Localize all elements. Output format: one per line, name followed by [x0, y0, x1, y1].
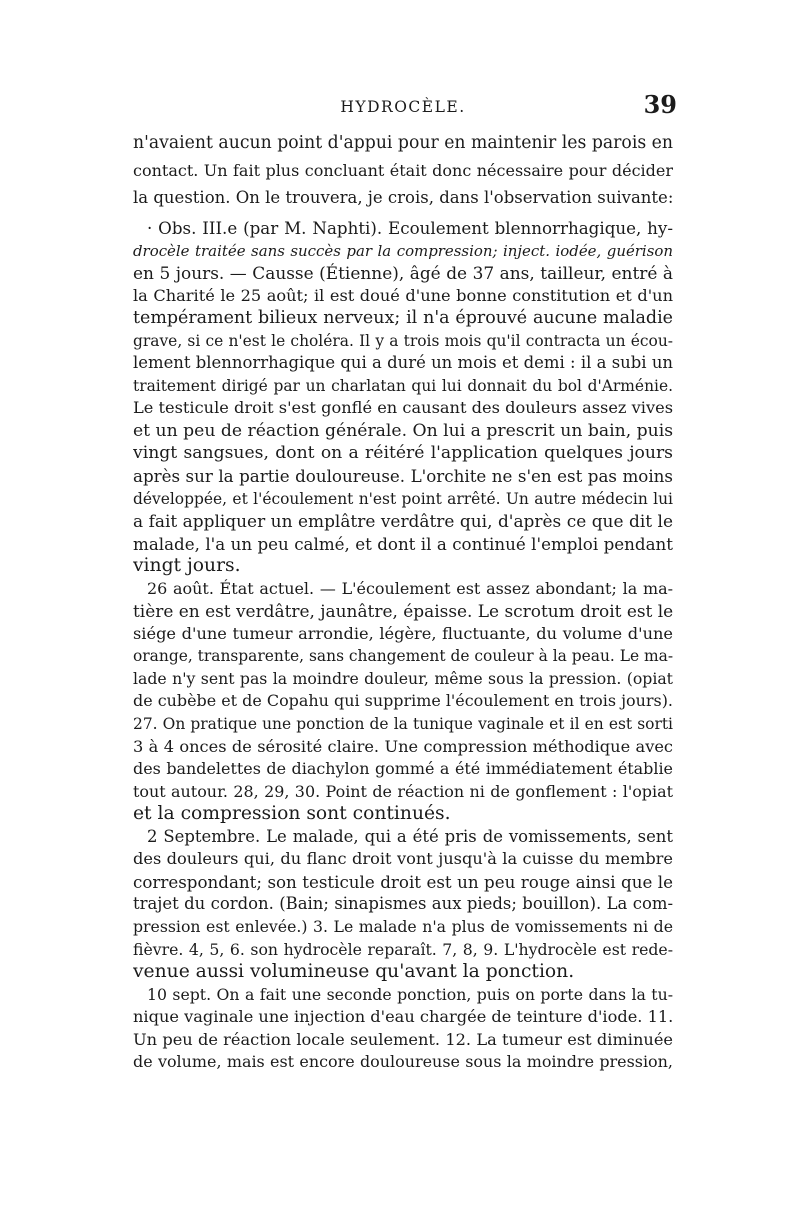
text-line: en 5 jours. — Causse (Étienne), âgé de 37 ans, tailleur, entré à: [133, 263, 673, 284]
text-line: orange, transparente, sans changement de couleur à la peau. Le ma-: [133, 647, 673, 666]
page-header: [133, 90, 677, 130]
text-line: venue aussi volumineuse qu'avant la ponction.: [133, 961, 575, 983]
text-line: malade, l'a un peu calmé, et dont il a continué l'emploi pendant: [133, 533, 673, 554]
text-line: Le testicule droit s'est gonflé en causant des douleurs assez vives: [133, 398, 673, 418]
text-line: siége d'une tumeur arrondie, légère, fluctuante, du volume d'une: [133, 623, 673, 643]
text-line: et un peu de réaction générale. On lui a prescrit un bain, puis: [133, 420, 673, 441]
text-line: traitement dirigé par un charlatan qui lui donnait du bol d'Arménie.: [133, 376, 673, 395]
text-line: des bandelettes de diachylon gommé a été immédiatement établie: [133, 759, 673, 779]
text-line: de cubèbe et de Copahu qui supprime l'écoulement en trois jours).: [133, 691, 673, 711]
text-line: développée, et l'écoulement n'est point arrêté. Un autre médecin lui: [133, 489, 673, 508]
text-line: après sur la partie douloureuse. L'orchite ne s'en est pas moins: [133, 466, 673, 487]
text-line: contact. Un fait plus concluant était donc nécessaire pour décider: [133, 161, 673, 180]
text-line: drocèle traitée sans succès par la compression; inject. iodée, guérison: [133, 241, 673, 260]
text-line: 2 Septembre. Le malade, qui a été pris de vomissements, sent: [147, 826, 673, 846]
text-line: Un peu de réaction locale seulement. 12. La tumeur est diminuée: [133, 1029, 673, 1049]
text-line: fièvre. 4, 5, 6. son hydrocèle reparaît. 7, 8, 9. L'hydrocèle est rede-: [133, 939, 673, 959]
text-line: tière en est verdâtre, jaunâtre, épaisse. Le scrotum droit est le: [133, 601, 673, 622]
text-line: nique vaginale une injection d'eau chargée de teinture d'iode. 11.: [133, 1007, 673, 1027]
text-line: n'avaient aucun point d'appui pour en maintenir les parois en: [133, 133, 673, 153]
text-line: pression est enlevée.) 3. Le malade n'a plus de vomissements ni de: [133, 916, 673, 936]
observation-body: [133, 217, 673, 1074]
book-page: [133, 90, 677, 1074]
text-line: grave, si ce n'est le choléra. Il y a trois mois qu'il contracta un écou-: [133, 331, 673, 350]
text-line: la Charité le 25 août; il est doué d'une bonne constitution et d'un: [133, 285, 673, 305]
intro-paragraph: [133, 130, 673, 211]
text-line: lade n'y sent pas la moindre douleur, même sous la pression. (opiat: [133, 668, 673, 688]
text-line: lement blennorrhagique qui a duré un mois et demi : il a subi un: [133, 353, 673, 373]
text-line: des douleurs qui, du flanc droit vont jusqu'à la cuisse du membre: [133, 849, 673, 869]
running-title: HYDROCÈLE.: [340, 98, 466, 116]
text-line: la question. On le trouvera, je crois, dans l'observation suivante:: [133, 188, 673, 207]
text-line: tempérament bilieux nerveux; il n'a éprouvé aucune maladie: [133, 308, 673, 329]
text-line: vingt jours.: [133, 555, 241, 577]
text-line: 26 août. État actuel. — L'écoulement est assez abondant; la ma-: [147, 578, 673, 598]
text-line: 3 à 4 onces de sérosité claire. Une compression méthodique avec: [133, 736, 673, 756]
text-line: de volume, mais est encore douloureuse sous la moindre pression,: [133, 1052, 673, 1072]
text-line: et la compression sont continués.: [133, 803, 451, 825]
observation-heading-line: · Obs. III.e (par M. Naphti). Ecoulement blennorrhagique, hy-: [147, 218, 673, 238]
text-line: trajet du cordon. (Bain; sinapismes aux pieds; bouillon). La com-: [133, 894, 673, 914]
text-line: tout autour. 28, 29, 30. Point de réaction ni de gonflement : l'opiat: [133, 781, 673, 801]
text-line: 10 sept. On a fait une seconde ponction, puis on porte dans la tu-: [147, 984, 673, 1004]
page-number: 39: [643, 90, 677, 119]
text-line: correspondant; son testicule droit est un peu rouge ainsi que le: [133, 871, 673, 892]
text-line: a fait appliquer un emplâtre verdâtre qui, d'après ce que dit le: [133, 511, 673, 532]
text-line: vingt sangsues, dont on a réitéré l'application quelques jours: [133, 443, 673, 464]
text-line: 27. On pratique une ponction de la tunique vaginale et il en est sorti: [133, 715, 673, 734]
